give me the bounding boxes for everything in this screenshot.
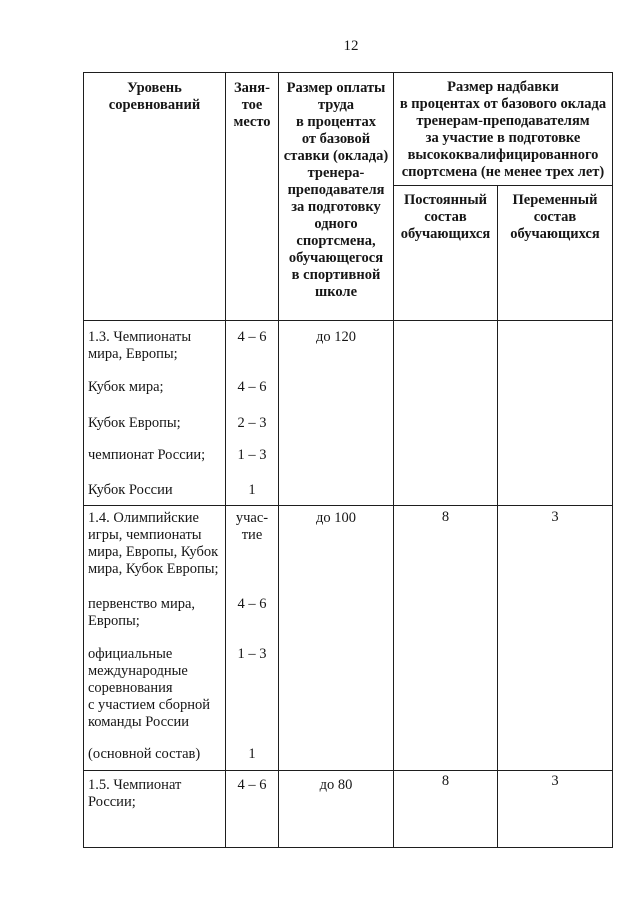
variable-bonus-value: 3: [551, 773, 559, 789]
level-entry: 1.5. Чемпионат России;: [88, 777, 182, 810]
level-entry: официальные международные соревнования с участием сборной команды России: [88, 646, 211, 730]
header-place-label: Заня- тое место: [233, 80, 271, 130]
level-entry: (основной состав): [88, 746, 201, 762]
place-entry: 1: [248, 746, 256, 762]
header-cell-variable: [497, 185, 613, 321]
row-1-5-pay-cell: [278, 770, 394, 848]
variable-bonus-value: 3: [551, 509, 559, 525]
level-entry: Кубок России: [88, 482, 173, 498]
row-1-3-permanent-cell: [393, 320, 498, 506]
place-entry: 4 – 6: [237, 329, 267, 345]
header-cell-pay: [278, 72, 394, 321]
place-entry: 4 – 6: [237, 379, 267, 395]
row-1-4-pay-cell: [278, 505, 394, 771]
row-1-4-permanent-cell: [393, 505, 498, 771]
row-1-4-place-cell: [225, 505, 279, 771]
row-1-5-variable-cell: [497, 770, 613, 848]
permanent-bonus-value: 8: [441, 773, 450, 789]
row-1-3-variable-cell: [497, 320, 613, 506]
level-entry: 1.3. Чемпионаты мира, Европы;: [88, 329, 192, 362]
row-1-3-pay-cell: [278, 320, 394, 506]
place-entry: 4 – 6: [237, 777, 267, 793]
level-entry: 1.4. Олимпийские игры, чемпионаты мира, Европы, Кубок мира, Кубок Европы;: [88, 510, 219, 577]
pay-value: до 100: [315, 510, 356, 526]
row-1-4-variable-cell: [497, 505, 613, 771]
level-entry: первенство мира, Европы;: [88, 596, 196, 629]
place-entry: 1: [248, 482, 256, 498]
page-number: 12: [343, 38, 359, 54]
level-entry: чемпионат России;: [88, 447, 206, 463]
level-entry: Кубок мира;: [88, 379, 164, 395]
pay-value: до 120: [315, 329, 356, 345]
row-1-5-level-cell: [83, 770, 226, 848]
header-pay-label: Размер оплаты труда в процентах от базовой ставки (оклада) тренера- преподавателя за подготовку одного спортсмена, обучающегося в спортивной школе: [283, 80, 389, 300]
row-1-5-place-cell: [225, 770, 279, 848]
place-entry: 4 – 6: [237, 596, 267, 612]
header-permanent-label: Постоянный состав обучающихся: [400, 192, 491, 242]
header-level-label: Уровень соревнований: [108, 80, 201, 113]
level-entry: Кубок Европы;: [88, 415, 181, 431]
place-entry: 1 – 3: [237, 447, 267, 463]
header-variable-label: Переменный состав обучающихся: [510, 192, 600, 242]
row-1-3-place-cell: [225, 320, 279, 506]
place-entry: учас- тие: [235, 510, 269, 543]
row-1-4-level-cell: [83, 505, 226, 771]
header-cell-bonus: [393, 72, 613, 186]
header-cell-place: [225, 72, 279, 321]
header-cell-level: [83, 72, 226, 321]
row-1-3-level-cell: [83, 320, 226, 506]
header-bonus-label: Размер надбавки в процентах от базового оклада тренерам-преподавателям за участие в подготовке высококвалифицированного спортсмена (не менее трех лет): [399, 79, 607, 180]
place-entry: 2 – 3: [237, 415, 267, 431]
header-cell-permanent: [393, 185, 498, 321]
pay-value: до 80: [319, 777, 353, 793]
place-entry: 1 – 3: [237, 646, 267, 662]
row-1-5-permanent-cell: [393, 770, 498, 848]
permanent-bonus-value: 8: [441, 509, 450, 525]
